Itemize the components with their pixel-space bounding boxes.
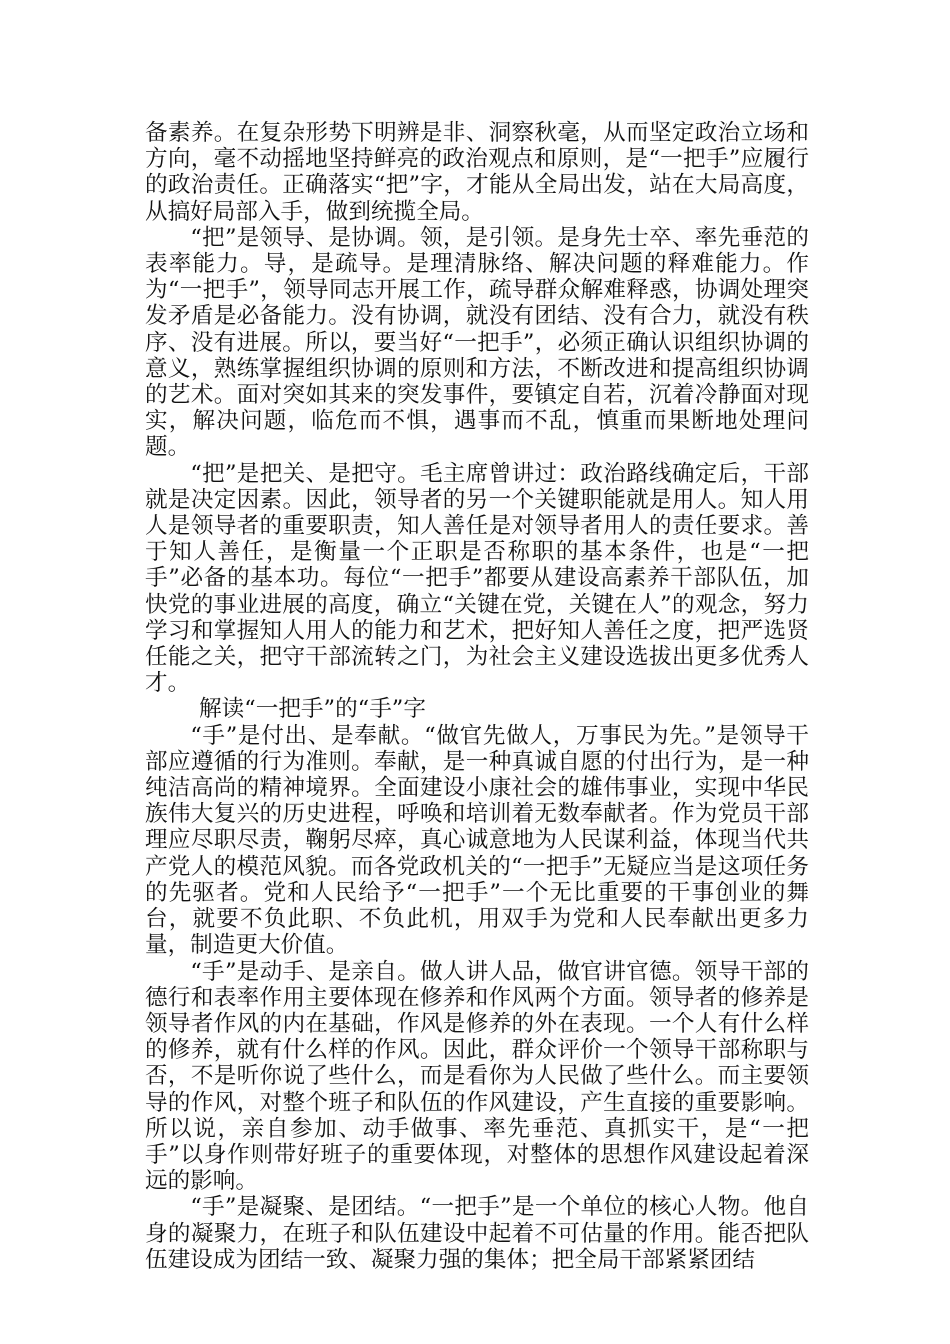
paragraph-ba-leadership: “把”是领导、是协调。领，是引领。是身先士卒、率先垂范的表率能力。导，是疏导。是理清脉络、解决问题的释难能力。作为“一把手”，领导同志开展工作，疏导群众解难释惑，协调处理突发矛盾是必备能力。没有协调，就没有团结、没有合力，就没有秩序、没有进展。所以，要当好“一把手”，必须正确认识组织协调的意义，熟练掌握组织协调的原则和方法，不断改进和提高组织协调的艺术。面对突如其来的突发事件，要镇定自若，沉着冷静面对现实，解决问题，临危而不惧，遇事而不乱，慎重而果断地处理问题。 (145, 224, 809, 461)
section-heading: 解读“一把手”的“手”字 (199, 696, 426, 723)
paragraph-continued: 备素养。在复杂形势下明辨是非、洞察秋毫，从而坚定政治立场和方向，毫不动摇地坚持鲜亮的政治观点和原则，是“一把手”应履行的政治责任。正确落实“把”字，才能从全局出发，站在大局高度，从搞好局部入手，做到统揽全局。 (145, 120, 809, 225)
paragraph-shou-dedication: “手”是付出、是奉献。“做官先做人，万事民为先。”是领导干部应遵循的行为准则。奉献，是一种真诚自愿的付出行为，是一种纯洁高尚的精神境界。全面建设小康社会的雄伟事业，实现中华民族伟大复兴的历史进程，呼唤和培训着无数奉献者。作为党员干部理应尽职尽责，鞠躬尽瘁，真心诚意地为人民谋利益，体现当代共产党人的模范风貌。而各党政机关的“一把手”无疑应当是这项任务的先驱者。党和人民给予“一把手”一个无比重要的干事创业的舞台，就要不负此职、不负此机，用双手为党和人民奉献出更多力量，制造更大价值。 (145, 722, 809, 959)
document-page (145, 120, 809, 1273)
paragraph-shou-unity: “手”是凝聚、是团结。“一把手”是一个单位的核心人物。他自身的凝聚力，在班子和队伍建设中起着不可估量的作用。能否把队伍建设成为团结一致、凝聚力强的集体；把全局干部紧紧团结 (145, 1194, 809, 1273)
paragraph-ba-gatekeeping: “把”是把关、是把守。毛主席曾讲过：政治路线确定后，干部就是决定因素。因此，领导者的另一个关键职能就是用人。知人用人是领导者的重要职责，知人善任是对领导者用人的责任要求。善于知人善任，是衡量一个正职是否称职的基本条件，也是“一把手”必备的基本功。每位“一把手”都要从建设高素养干部队伍，加快党的事业进展的高度，确立“关键在党，关键在人”的观念，努力学习和掌握知人用人的能力和艺术，把好知人善任之度，把严选贤任能之关，把守干部流转之门，为社会主义建设选拔出更多优秀人才。 (145, 460, 809, 697)
paragraph-shou-hands-on: “手”是动手、是亲自。做人讲人品，做官讲官德。领导干部的德行和表率作用主要体现在修养和作风两个方面。领导者的修养是领导者作风的内在基础，作风是修养的外在表现。一个人有什么样的修养，就有什么样的作风。因此，群众评价一个领导干部称职与否，不是听你说了些什么，而是看你为人民做了些什么。而主要领导的作风，对整个班子和队伍的作风建设，产生直接的重要影响。所以说，亲自参加、动手做事、率先垂范、真抓实干，是“一把手”以身作则带好班子的重要体现，对整体的思想作风建设起着深远的影响。 (145, 958, 809, 1195)
